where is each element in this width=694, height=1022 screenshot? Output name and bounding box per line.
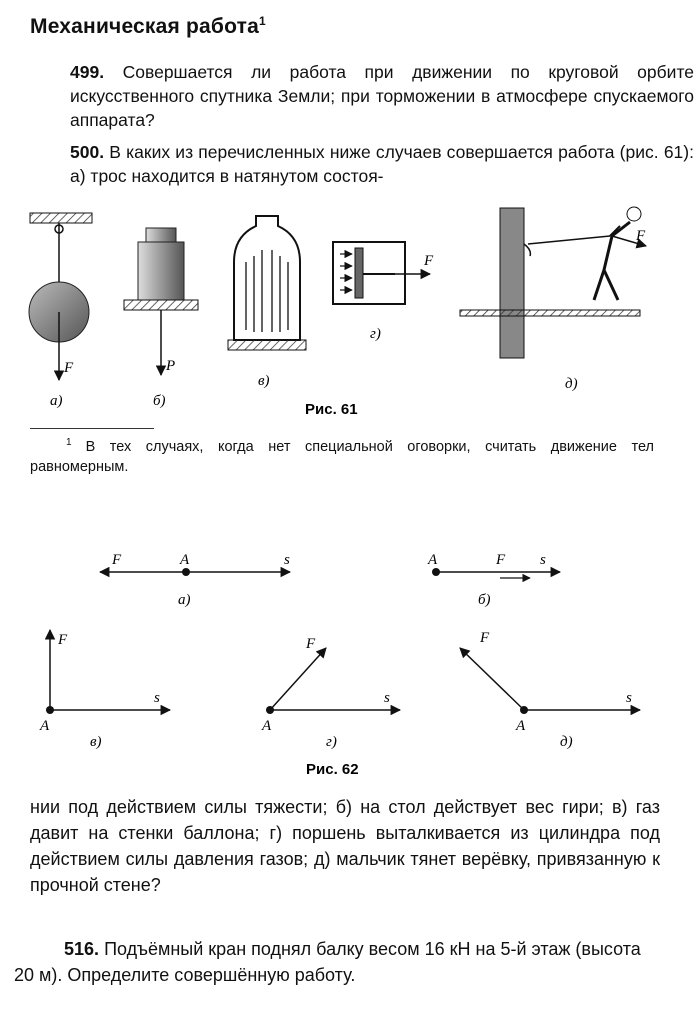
problem-500-continuation <box>30 794 660 898</box>
fig61-d-piston <box>333 242 434 342</box>
fig62-s-label: s <box>384 690 390 706</box>
fig62-point-label: A <box>516 718 526 734</box>
fig61-c-cylinder <box>228 216 306 389</box>
fig62-c <box>39 630 170 750</box>
footnote <box>30 433 654 477</box>
fig62-d <box>261 636 400 750</box>
fig62-force-label: F <box>112 552 122 568</box>
fig62-b <box>427 552 560 608</box>
problem-number: 516. <box>64 939 100 959</box>
fig62-s-label: s <box>284 552 290 568</box>
problem-number: 499. <box>70 62 105 82</box>
fig62-s-label: s <box>154 690 160 706</box>
force-P-label: P <box>166 358 176 374</box>
fig61-label-d: г) <box>370 326 381 342</box>
fig61-b-weight <box>124 228 198 409</box>
problem-text: Подъёмный кран поднял балку весом 16 кН на 5-й этаж (высота 20 м). Определите совершённую работу. <box>14 939 641 985</box>
force-F-label: F <box>424 253 434 269</box>
fig62-label-d: г) <box>326 734 337 750</box>
fig62-label-a: а) <box>178 592 191 608</box>
fig62-point-label: A <box>428 552 438 568</box>
fig62-label-e: д) <box>560 734 573 750</box>
footnote-divider <box>30 428 154 429</box>
figure-61 <box>0 0 694 430</box>
fig62-s-label: s <box>540 552 546 568</box>
fig62-point-label: A <box>40 718 50 734</box>
fig62-s-label: s <box>626 690 632 706</box>
problem-text: В каких из перечисленных ниже случаев совершается работа (рис. 61): а) трос находится в натянутом состоя- <box>70 142 694 186</box>
fig62-force-label: F <box>496 552 506 568</box>
fig61-a-ball <box>29 213 92 409</box>
figure-61-caption: Рис. 61 <box>305 401 358 418</box>
fig62-force-label: F <box>58 632 68 648</box>
figure-62-caption: Рис. 62 <box>306 761 359 778</box>
fig61-label-c: в) <box>258 373 270 389</box>
force-F-label: F <box>64 360 74 376</box>
problem-number: 500. <box>70 142 105 162</box>
figure-62 <box>0 530 694 820</box>
force-F-label: F <box>636 228 646 244</box>
fig61-label-a: а) <box>50 393 63 409</box>
fig61-label-b: б) <box>153 393 166 409</box>
problem-516 <box>14 936 664 988</box>
fig62-force-label: F <box>306 636 316 652</box>
footnote-mark: 1 <box>66 437 72 448</box>
fig61-e-boy <box>460 207 646 392</box>
fig62-a <box>100 552 290 608</box>
section-title-text: Механическая работа <box>30 15 259 38</box>
fig62-label-c: в) <box>90 734 102 750</box>
footnote-text: В тех случаях, когда нет специальной оговорки, считать движение тел равномерным. <box>30 438 654 475</box>
fig62-e <box>460 630 640 750</box>
problem-text: Совершается ли работа при движении по круговой орбите искусственного спутника Земли; при торможении в атмосфере спускаемого аппарата? <box>70 62 694 130</box>
fig62-point-label: A <box>180 552 190 568</box>
fig61-label-e: д) <box>565 376 578 392</box>
footnote-ref: 1 <box>258 14 266 28</box>
fig62-label-b: б) <box>478 592 491 608</box>
fig62-point-label: A <box>262 718 272 734</box>
fig62-force-label: F <box>480 630 490 646</box>
problem-text: нии под действием силы тяжести; б) на стол действует вес гири; в) газ давит на стенки баллона; г) поршень выталкивается из цилиндра под действием силы давления газов; д) мальчик тянет верёвку, привязанную к прочной стене? <box>30 797 660 895</box>
